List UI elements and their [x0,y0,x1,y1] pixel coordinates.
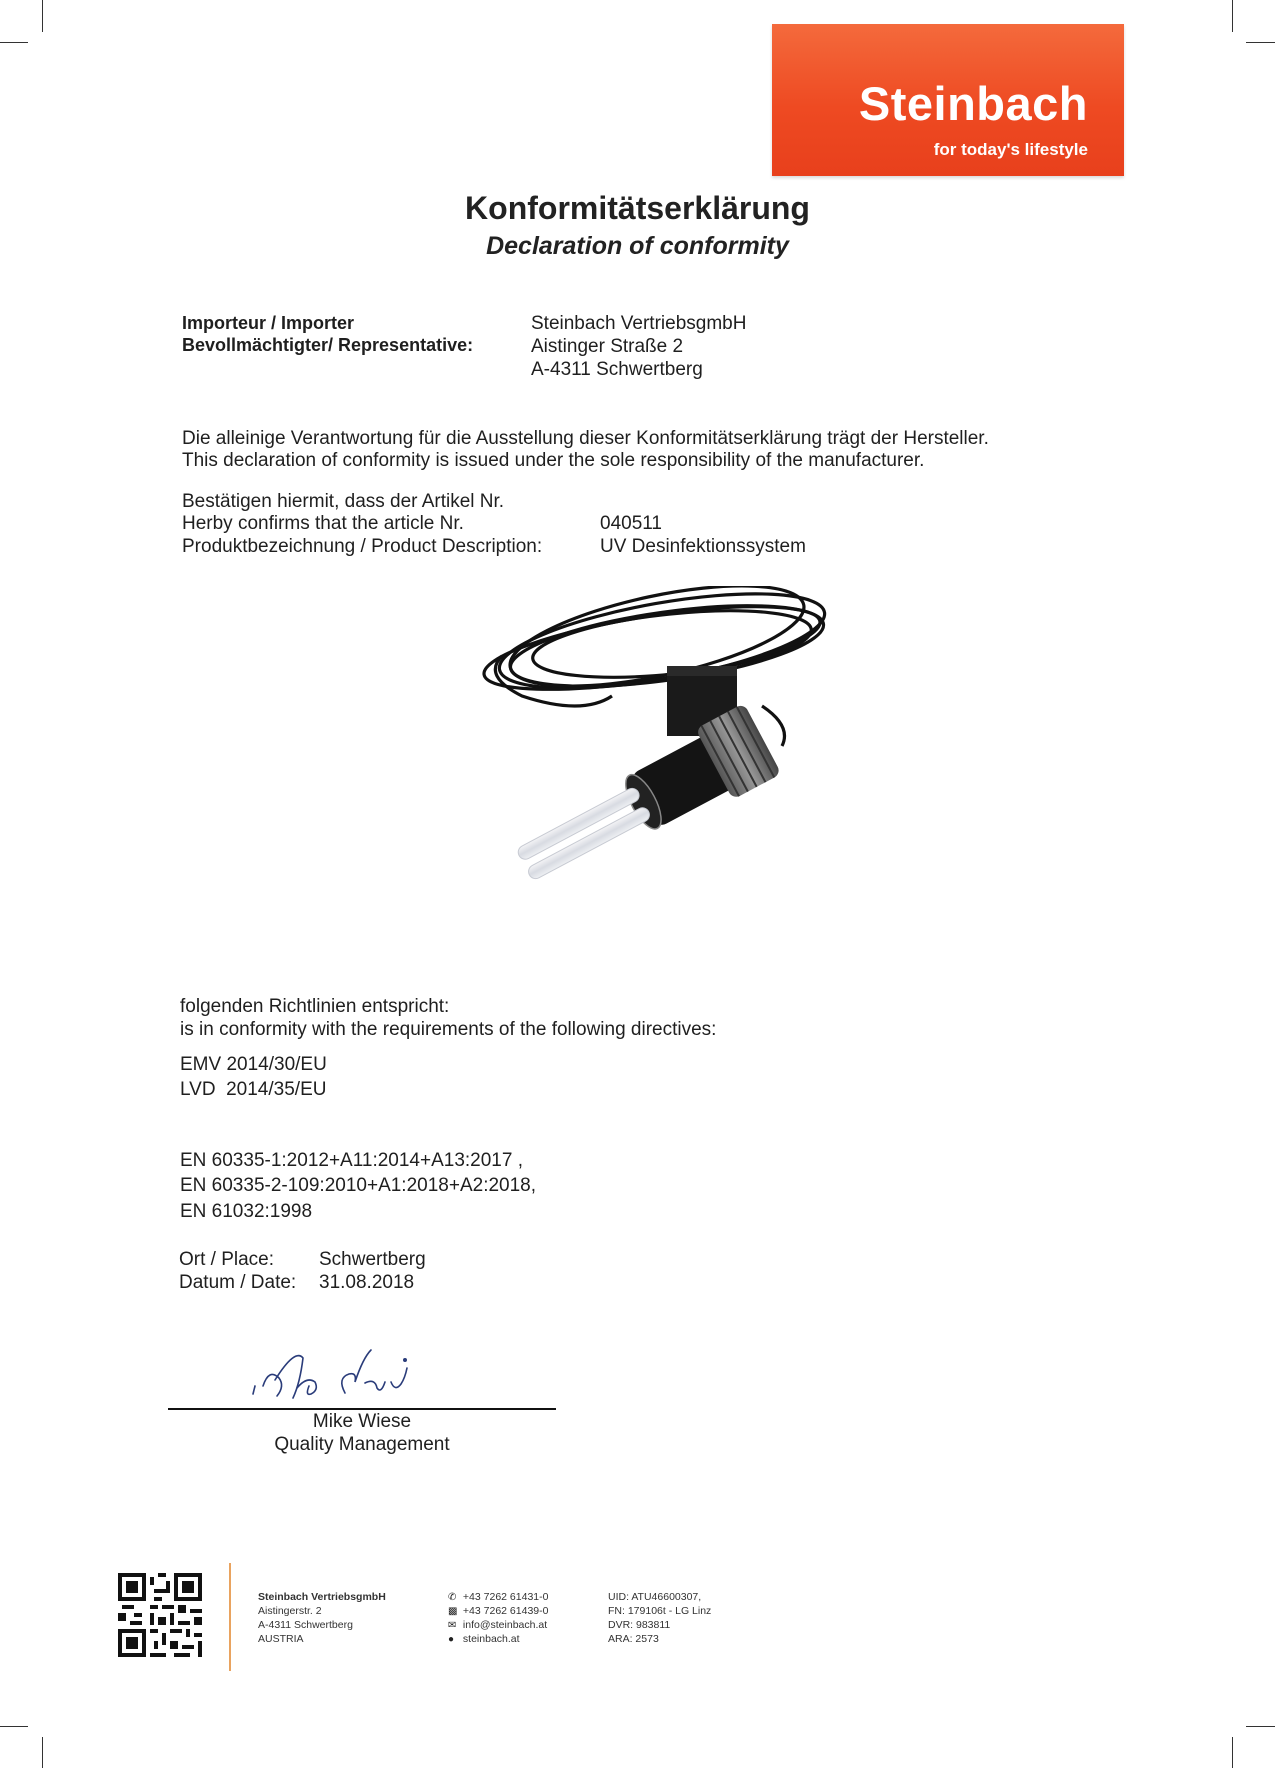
document-title-en: Declaration of conformity [486,232,789,260]
article-confirm-en: Herby confirms that the article Nr. [182,513,464,534]
standard-item: EN 60335-2-109:2010+A1:2018+A2:2018, [180,1175,537,1196]
phone-icon: ✆ [448,1592,457,1603]
date-value: 31.08.2018 [319,1272,415,1293]
importer-label: Importeur / Importer [182,313,355,333]
crop-mark [1232,1737,1233,1768]
responsibility-de: Die alleinige Verantwortung für die Ausstellung dieser Konformitätserklärung trägt der Hersteller. [182,428,989,449]
footer-phone [448,1590,548,1605]
importer-company: Steinbach VertriebsgmbH [531,313,747,334]
directive-item: EMV 2014/30/EU [180,1054,327,1075]
footer-registry-line: ARA: 2573 [608,1633,659,1645]
uv-lamp-product-image [462,586,842,896]
footer-web [448,1632,520,1647]
date-label: Datum / Date: [179,1272,297,1293]
footer-registry-line: DVR: 983811 [608,1619,671,1631]
signatory-role: Quality Management [274,1434,450,1455]
globe-icon: ● [448,1634,455,1645]
directives-intro-de: folgenden Richtlinien entspricht: [180,996,450,1017]
crop-mark [42,1737,43,1768]
directives-intro-en: is in conformity with the requirements of the following directives: [180,1019,717,1040]
logo-tagline: for today's lifestyle [933,140,1088,159]
footer-divider [229,1563,231,1671]
article-confirm-de: Bestätigen hiermit, dass der Artikel Nr. [182,491,505,512]
footer-address-line: A-4311 Schwertberg [258,1619,353,1631]
footer-phone-text: +43 7262 61431-0 [462,1591,549,1603]
representative-label: Bevollmächtigter/ Representative: [182,335,474,355]
standard-item: EN 60335-1:2012+A11:2014+A13:2017 , [180,1150,523,1171]
fax-icon: ▩ [448,1606,458,1617]
crop-mark [0,1726,28,1727]
signature-line [168,1408,556,1410]
footer-registry-line: UID: ATU46600307, [608,1591,702,1603]
product-description: UV Desinfektionssystem [600,536,806,557]
steinbach-logo [772,24,1124,176]
place-value: Schwertberg [319,1249,426,1270]
document-title-de: Konformitätserklärung [465,190,810,226]
importer-street: Aistinger Straße 2 [531,336,684,357]
footer-fax-text: +43 7262 61439-0 [462,1605,549,1617]
responsibility-en: This declaration of conformity is issued under the sole responsibility of the manufacturer. [182,450,925,471]
directive-item: LVD 2014/35/EU [180,1079,327,1100]
product-description-label: Produktbezeichnung / Product Description: [182,536,543,557]
footer-mail [448,1618,547,1633]
signature-image [245,1338,445,1408]
footer-company: Steinbach VertriebsgmbH [258,1591,386,1603]
footer-mail-text: info@steinbach.at [462,1619,548,1631]
footer-registry-line: FN: 179106t - LG Linz [608,1605,712,1617]
footer-web-text: steinbach.at [462,1633,520,1645]
logo-name: Steinbach [858,77,1088,130]
crop-mark [1232,0,1233,32]
article-number: 040511 [600,513,662,534]
footer-fax [448,1604,548,1619]
crop-mark [1246,42,1275,43]
signatory-name: Mike Wiese [312,1411,412,1432]
footer-address-line: AUSTRIA [258,1633,304,1645]
crop-mark [0,42,28,43]
standard-item: EN 61032:1998 [180,1201,313,1222]
crop-mark [1246,1726,1275,1727]
crop-mark [42,0,43,32]
mail-icon: ✉ [448,1620,457,1631]
qr-code [118,1573,202,1657]
footer-address-line: Aistingerstr. 2 [258,1605,322,1617]
place-label: Ort / Place: [179,1249,275,1270]
importer-city: A-4311 Schwertberg [531,359,703,380]
